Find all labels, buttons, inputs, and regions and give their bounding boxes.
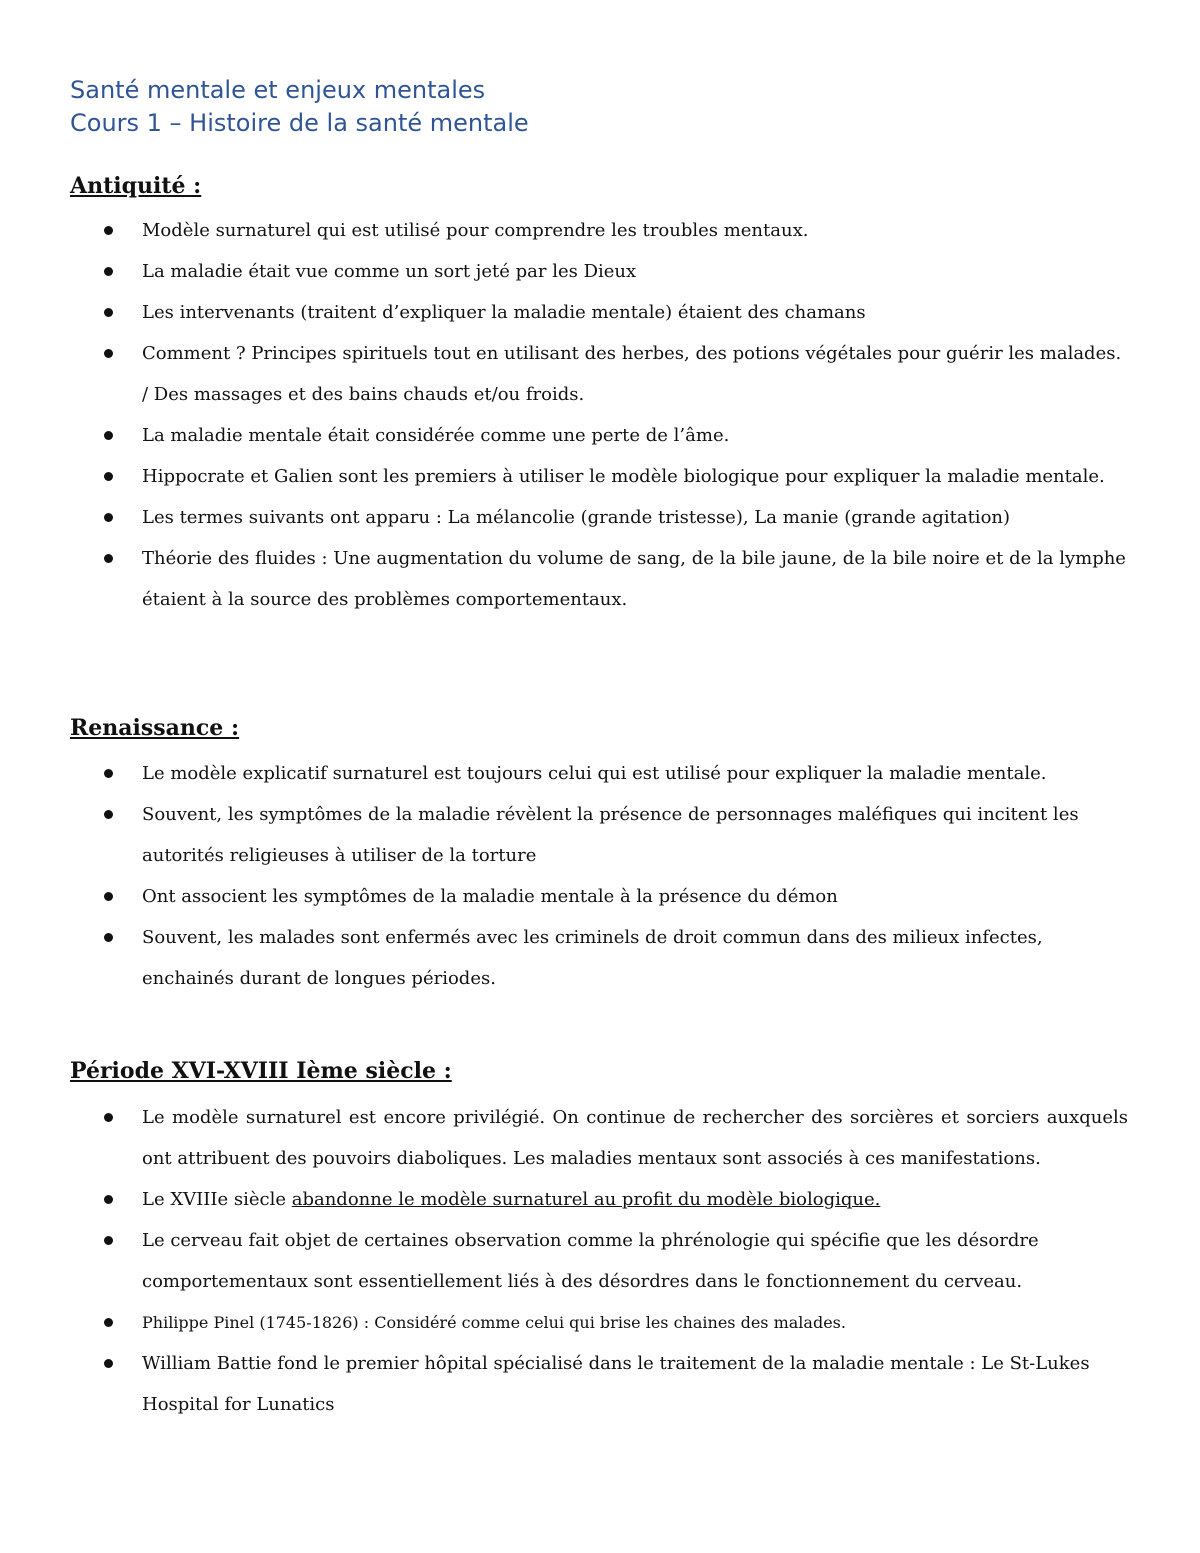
list-item-text: Théorie des fluides : Une augmentation du volume de sang, de la bile jaune, de la bile noire et de la lymphe étaient à la source des problèmes comportementaux. <box>142 548 1126 610</box>
list-item <box>0 1343 1128 1425</box>
list-item <box>0 1220 1128 1302</box>
list-item-text: Hippocrate et Galien sont les premiers à utiliser le modèle biologique pour expliquer la maladie mentale. <box>142 466 1105 487</box>
list-item <box>0 497 1128 538</box>
bullet-icon <box>104 226 113 235</box>
list-item-text: Souvent, les symptômes de la maladie révèlent la présence de personnages maléfiques qui incitent les autorités religieuses à utiliser de la torture <box>142 804 1079 866</box>
bullet-icon <box>104 810 113 819</box>
bullet-icon <box>104 933 113 942</box>
periode-bullet-list <box>0 1097 1200 1425</box>
list-item-text: Le modèle surnaturel est encore privilégié. On continue de rechercher des sorcières et sorciers auxquels ont attribuent des pouvoirs diaboliques. Les maladies mentaux sont associés à ces manifestations. <box>142 1107 1128 1169</box>
list-item <box>0 753 1128 794</box>
document-subtitle: Cours 1 – Histoire de la santé mentale <box>70 109 529 137</box>
list-item <box>0 876 1128 917</box>
list-item <box>0 415 1128 456</box>
list-item-text: La maladie mentale était considérée comme une perte de l’âme. <box>142 425 730 446</box>
section-heading-periode: Période XVI-XVIII Ième siècle : <box>70 1058 452 1084</box>
list-item <box>0 538 1128 620</box>
list-item-text: La maladie était vue comme un sort jeté par les Dieux <box>142 261 637 282</box>
list-item-text: Le modèle explicatif surnaturel est toujours celui qui est utilisé pour expliquer la maladie mentale. <box>142 763 1047 784</box>
list-item-text: Comment ? Principes spirituels tout en utilisant des herbes, des potions végétales pour guérir les malades. / Des massages et des bains chauds et/ou froids. <box>142 343 1122 405</box>
bullet-icon <box>104 1113 113 1122</box>
bullet-icon <box>104 1318 113 1327</box>
list-item-text: William Battie fond le premier hôpital spécialisé dans le traitement de la maladie mentale : Le St-Lukes Hospital for Lunatics <box>142 1353 1090 1415</box>
bullet-icon <box>104 267 113 276</box>
bullet-icon <box>104 892 113 901</box>
list-item-text: Ont associent les symptômes de la maladie mentale à la présence du démon <box>142 886 838 907</box>
list-item <box>0 456 1128 497</box>
document-title: Santé mentale et enjeux mentales <box>70 76 486 104</box>
bullet-icon <box>104 308 113 317</box>
list-item-text-prefix: Le XVIIIe siècle <box>142 1189 292 1210</box>
list-item <box>0 917 1128 999</box>
bullet-icon <box>104 472 113 481</box>
list-item <box>0 292 1128 333</box>
bullet-icon <box>104 431 113 440</box>
list-item-text: Modèle surnaturel qui est utilisé pour comprendre les troubles mentaux. <box>142 220 809 241</box>
list-item <box>0 1302 1128 1343</box>
list-item-text: Souvent, les malades sont enfermés avec les criminels de droit commun dans des milieux infectes, enchainés durant de longues périodes. <box>142 927 1043 989</box>
list-item <box>0 333 1128 415</box>
renaissance-bullet-list <box>0 753 1200 999</box>
list-item-text: Philippe Pinel (1745-1826) : Considéré comme celui qui brise les chaines des malades. <box>142 1313 846 1332</box>
list-item <box>0 794 1128 876</box>
list-item <box>0 251 1128 292</box>
list-item-text-underlined: abandonne le modèle surnaturel au profit du modèle biologique. <box>291 1189 881 1210</box>
list-item <box>0 1097 1128 1179</box>
list-item <box>0 1179 1128 1220</box>
bullet-icon <box>104 513 113 522</box>
bullet-icon <box>104 769 113 778</box>
section-heading-antiquite: Antiquité : <box>70 173 202 199</box>
bullet-icon <box>104 349 113 358</box>
bullet-icon <box>104 1359 113 1368</box>
section-heading-renaissance: Renaissance : <box>70 715 240 741</box>
list-item-text: Le cerveau fait objet de certaines observation comme la phrénologie qui spécifie que les désordre comportementaux sont essentiellement liés à des désordres dans le fonctionnement du cerveau. <box>142 1230 1039 1292</box>
bullet-icon <box>104 1195 113 1204</box>
list-item-text: Les termes suivants ont apparu : La mélancolie (grande tristesse), La manie (grande agitation) <box>142 507 1011 528</box>
antiquite-bullet-list <box>0 210 1200 620</box>
bullet-icon <box>104 554 113 563</box>
bullet-icon <box>104 1236 113 1245</box>
list-item-text: Les intervenants (traitent d’expliquer la maladie mentale) étaient des chamans <box>142 302 866 323</box>
list-item <box>0 210 1128 251</box>
